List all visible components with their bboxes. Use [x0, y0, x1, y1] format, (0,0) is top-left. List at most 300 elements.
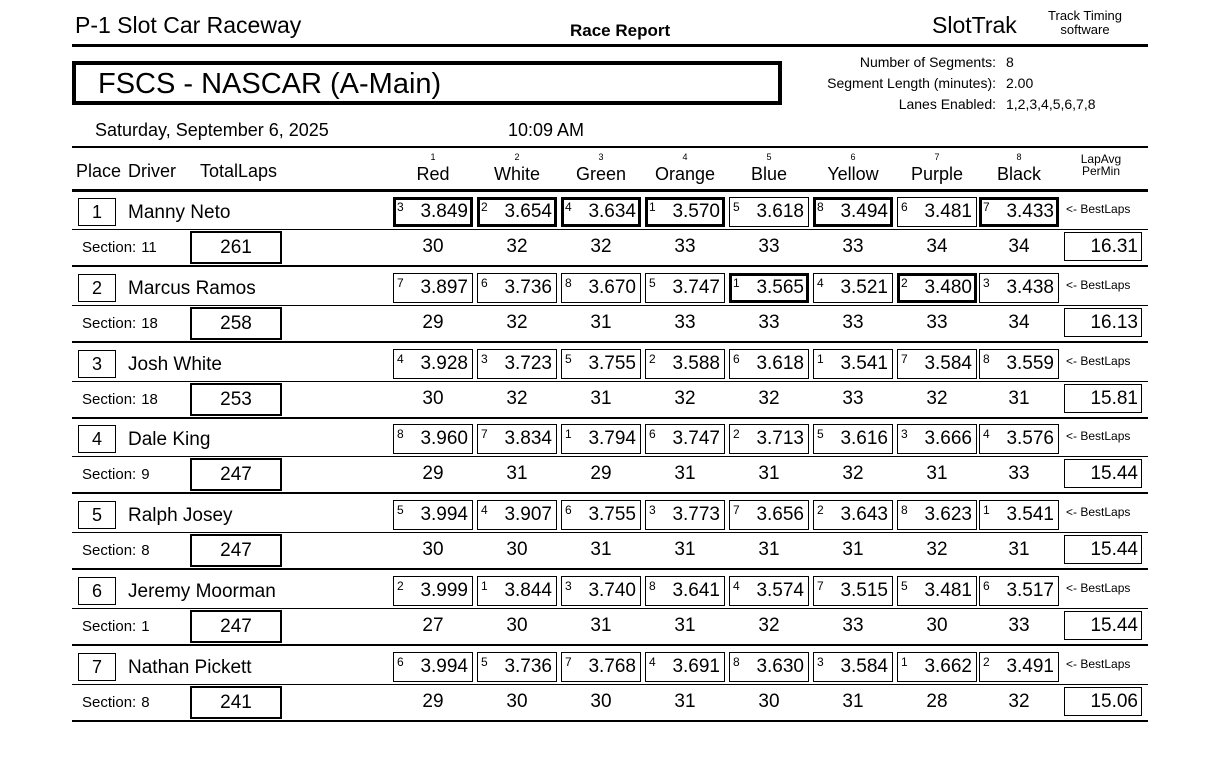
best-lap-cell: [729, 652, 809, 682]
best-lap-time: 3.747: [672, 276, 720, 298]
lane-lap-count: 29: [422, 690, 444, 712]
lane-name: Green: [575, 164, 627, 184]
lane-lap-count: 32: [758, 615, 780, 636]
best-lap-time: 3.541: [1006, 504, 1054, 526]
lane-lap-count: 31: [506, 463, 528, 485]
lane-lap-count: 33: [674, 311, 696, 333]
best-lap-cell: [645, 576, 725, 606]
place-badge: 6: [78, 577, 116, 605]
best-laps-label: <- BestLaps: [1066, 505, 1131, 520]
best-lap-cell: [813, 197, 893, 227]
lap-avg-value: 15.81: [1064, 384, 1142, 413]
lap-rank: 7: [565, 654, 572, 669]
best-lap-time: 3.755: [588, 504, 636, 526]
best-lap-cell: [645, 500, 725, 530]
lane-name: Purple: [910, 164, 964, 184]
lane-lap-count: 31: [590, 387, 612, 409]
lap-rank: 2: [983, 654, 990, 669]
lane-name: Yellow: [827, 164, 879, 184]
best-lap-cell: [813, 349, 893, 379]
best-lap-cell: [979, 424, 1059, 454]
lap-avg-value: 15.44: [1064, 459, 1142, 488]
best-lap-cell: [561, 652, 641, 682]
lane-lap-count: 34: [1008, 311, 1030, 333]
section-label: [82, 542, 150, 559]
row-divider-minor: [72, 456, 1148, 457]
section-prefix: Section:: [82, 693, 137, 711]
best-lap-cell: [477, 349, 557, 379]
lap-rank: 3: [817, 654, 824, 669]
lap-rank: 2: [733, 427, 740, 442]
best-lap-time: 3.616: [840, 428, 888, 450]
best-laps-label: <- BestLaps: [1066, 277, 1131, 292]
best-lap-cell: [477, 500, 557, 530]
lane-number: 2: [514, 152, 520, 162]
best-lap-cell: [645, 273, 725, 303]
best-lap-cell: [645, 424, 725, 454]
brand-subtitle-line-1: Track Timing: [1048, 8, 1122, 23]
best-lap-time: 3.623: [924, 504, 972, 526]
venue-name: P-1 Slot Car Raceway: [75, 12, 302, 38]
lap-rank: 8: [901, 503, 908, 518]
lane-lap-count: 30: [422, 387, 444, 409]
brand-subtitle: [1034, 9, 1136, 37]
row-divider: [72, 720, 1148, 722]
stat-label-lanes: Lanes Enabled:: [898, 96, 996, 112]
best-lap-time: 3.907: [504, 504, 552, 526]
best-lap-cell: [729, 349, 809, 379]
lane-lap-count: 31: [590, 311, 612, 333]
best-lap-cell: [477, 197, 557, 227]
best-lap-time: 3.656: [756, 504, 804, 526]
best-lap-cell: [477, 273, 557, 303]
lane-lap-count: 33: [842, 311, 864, 333]
report-title: Race Report: [570, 21, 671, 40]
section-prefix: Section:: [82, 390, 137, 408]
best-lap-time: 3.834: [504, 428, 552, 450]
lap-rank: 6: [481, 275, 488, 290]
lap-rank: 4: [817, 275, 824, 290]
best-lap-cell: [979, 576, 1059, 606]
row-divider: [72, 644, 1148, 646]
race-date: Saturday, September 6, 2025: [95, 120, 329, 140]
lane-lap-count: 33: [1008, 463, 1030, 485]
best-lap-cell: [813, 652, 893, 682]
column-header-lap-avg-line-2: PerMin: [1081, 164, 1120, 178]
row-divider-minor: [72, 305, 1148, 306]
row-divider-minor: [72, 381, 1148, 382]
driver-name: Nathan Pickett: [128, 656, 252, 678]
best-lap-cell: [897, 576, 977, 606]
best-lap-time: 3.630: [756, 655, 804, 677]
best-lap-cell: [729, 424, 809, 454]
best-lap-cell: [897, 652, 977, 682]
stat-value-segment-length: 2.00: [1006, 75, 1034, 91]
best-lap-time: 3.740: [588, 580, 636, 601]
lap-rank: 4: [397, 351, 404, 366]
best-lap-cell: [979, 197, 1059, 227]
best-lap-cell: [897, 197, 977, 227]
lap-rank: 4: [983, 427, 990, 442]
lap-rank: 5: [481, 654, 488, 669]
best-lap-time: 3.768: [588, 655, 636, 677]
best-lap-time: 3.849: [420, 201, 468, 222]
lap-rank: 2: [397, 579, 404, 593]
section-number: 11: [141, 239, 157, 256]
driver-name: Marcus Ramos: [128, 277, 256, 299]
lane-lap-count: 30: [926, 615, 948, 636]
row-divider-minor: [72, 532, 1148, 533]
lap-avg-value: 16.13: [1064, 308, 1142, 337]
total-laps: 241: [190, 686, 282, 719]
lap-avg-value: 15.44: [1064, 535, 1142, 564]
driver-name: Ralph Josey: [128, 505, 233, 527]
lap-rank: 7: [481, 427, 488, 442]
lane-lap-count: 33: [758, 236, 780, 257]
lane-lap-count: 33: [1008, 615, 1030, 636]
lane-name: Orange: [654, 164, 716, 184]
lap-rank: 3: [649, 503, 656, 518]
best-lap-time: 3.541: [840, 352, 888, 374]
lap-rank: 5: [817, 427, 824, 442]
best-lap-cell: [561, 424, 641, 454]
section-label: [82, 466, 150, 483]
best-lap-cell: [477, 652, 557, 682]
lane-lap-count: 34: [1008, 236, 1030, 257]
total-laps: 258: [190, 307, 282, 340]
best-lap-cell: [897, 273, 977, 303]
brand-subtitle-line-2: software: [1060, 22, 1110, 37]
best-laps-label: <- BestLaps: [1066, 202, 1131, 216]
section-prefix: Section:: [82, 466, 137, 484]
lane-lap-count: 32: [506, 236, 528, 257]
lane-lap-count: 30: [590, 690, 612, 712]
lap-rank: 3: [565, 579, 572, 593]
lap-rank: 5: [397, 503, 404, 518]
lap-rank: 6: [901, 200, 908, 214]
lane-number: 8: [1016, 152, 1022, 162]
best-lap-cell: [729, 500, 809, 530]
driver-name: Josh White: [128, 353, 222, 375]
lane-lap-count: 31: [674, 539, 696, 561]
best-lap-time: 3.723: [504, 352, 552, 374]
lane-lap-count: 33: [842, 615, 864, 636]
best-lap-time: 3.521: [840, 276, 888, 298]
best-lap-cell: [393, 652, 473, 682]
lap-rank: 7: [983, 200, 990, 214]
section-label: [82, 618, 150, 635]
lane-lap-count: 30: [506, 539, 528, 561]
stat-value-segments: 8: [1006, 54, 1014, 70]
best-lap-time: 3.928: [420, 352, 468, 374]
section-number: 1: [141, 618, 150, 635]
lane-lap-count: 31: [590, 539, 612, 561]
lap-rank: 2: [901, 275, 908, 290]
lane-name: Red: [416, 164, 450, 184]
column-header-lap-avg: [1066, 153, 1136, 177]
row-divider-minor: [72, 608, 1148, 609]
section-number: 8: [141, 542, 150, 560]
best-lap-time: 3.747: [672, 428, 720, 450]
lap-rank: 5: [565, 351, 572, 366]
lap-rank: 8: [649, 579, 656, 593]
best-lap-cell: [645, 652, 725, 682]
lane-lap-count: 31: [1008, 539, 1030, 561]
lane-lap-count: 31: [758, 539, 780, 561]
lane-lap-count: 31: [842, 690, 864, 712]
driver-name: Manny Neto: [128, 202, 231, 223]
driver-name: Dale King: [128, 429, 211, 451]
best-lap-time: 3.691: [672, 655, 720, 677]
best-lap-time: 3.666: [924, 428, 972, 450]
lap-rank: 7: [397, 275, 404, 290]
lane-lap-count: 33: [674, 236, 696, 257]
lap-rank: 1: [983, 503, 990, 518]
best-lap-time: 3.588: [672, 352, 720, 374]
best-lap-time: 3.641: [672, 580, 720, 601]
section-number: 9: [141, 466, 150, 484]
place-badge: 3: [78, 350, 116, 378]
lap-rank: 8: [983, 351, 990, 366]
column-header-place: Place: [76, 161, 122, 181]
section-label: [82, 315, 158, 332]
lap-avg-value: 16.31: [1064, 232, 1142, 261]
lane-lap-count: 32: [758, 387, 780, 409]
lane-lap-count: 29: [422, 311, 444, 333]
lane-number: 1: [430, 152, 436, 162]
lap-rank: 1: [481, 579, 488, 593]
row-divider: [72, 568, 1148, 570]
total-laps: 247: [190, 534, 282, 567]
best-lap-time: 3.584: [840, 655, 888, 677]
best-lap-cell: [979, 652, 1059, 682]
best-lap-time: 3.713: [756, 428, 804, 450]
lap-rank: 7: [901, 351, 908, 366]
best-lap-time: 3.481: [924, 580, 972, 601]
section-prefix: Section:: [82, 239, 137, 256]
lap-rank: 6: [733, 351, 740, 366]
lane-number: 5: [766, 152, 772, 162]
header-rule: [72, 44, 1148, 47]
best-lap-cell: [561, 349, 641, 379]
best-lap-time: 3.670: [588, 276, 636, 298]
best-lap-time: 3.662: [924, 655, 972, 677]
place-badge: 5: [78, 501, 116, 529]
best-lap-cell: [645, 349, 725, 379]
section-label: [82, 239, 157, 256]
row-divider: [72, 417, 1148, 419]
column-header-bottom-rule: [72, 189, 1148, 192]
row-divider: [72, 341, 1148, 343]
lap-rank: 5: [901, 579, 908, 593]
lane-number: 4: [682, 152, 688, 162]
lap-rank: 8: [565, 275, 572, 290]
lane-lap-count: 32: [1008, 690, 1030, 712]
best-lap-time: 3.736: [504, 655, 552, 677]
lap-rank: 1: [901, 654, 908, 669]
section-number: 18: [141, 390, 158, 408]
lane-name: Black: [996, 164, 1041, 184]
lane-lap-count: 32: [590, 236, 612, 257]
lane-lap-count: 32: [674, 387, 696, 409]
lap-rank: 3: [397, 200, 404, 214]
column-header-driver: Driver: [128, 161, 176, 181]
lane-lap-count: 32: [842, 463, 864, 485]
best-lap-cell: [729, 197, 809, 227]
lane-lap-count: 31: [590, 615, 612, 636]
lane-lap-count: 32: [506, 311, 528, 333]
best-lap-cell: [979, 349, 1059, 379]
best-laps-label: <- BestLaps: [1066, 581, 1131, 595]
lane-lap-count: 30: [422, 236, 444, 257]
lane-lap-count: 32: [926, 539, 948, 561]
best-lap-time: 3.491: [1006, 655, 1054, 677]
race-time: 10:09 AM: [508, 120, 585, 140]
stat-label-segments: Number of Segments:: [859, 54, 996, 70]
best-lap-time: 3.994: [420, 655, 468, 677]
best-lap-cell: [393, 197, 473, 227]
lap-rank: 5: [649, 275, 656, 290]
lane-lap-count: 31: [674, 463, 696, 485]
column-header-total-laps: TotalLaps: [200, 161, 278, 181]
best-lap-time: 3.618: [756, 201, 804, 222]
best-lap-cell: [729, 576, 809, 606]
best-lap-cell: [897, 349, 977, 379]
best-lap-time: 3.634: [588, 201, 636, 222]
lane-number: 7: [934, 152, 940, 162]
lane-lap-count: 30: [506, 615, 528, 636]
best-lap-time: 3.755: [588, 352, 636, 374]
lap-avg-value: 15.06: [1064, 687, 1142, 716]
lane-lap-count: 31: [1008, 387, 1030, 409]
row-divider-minor: [72, 229, 1148, 230]
best-lap-cell: [561, 273, 641, 303]
race-name: FSCS - NASCAR (A-Main): [98, 68, 442, 100]
best-lap-time: 3.565: [756, 276, 804, 298]
best-lap-cell: [393, 500, 473, 530]
best-laps-label: <- BestLaps: [1066, 429, 1131, 444]
place-badge: 4: [78, 425, 116, 453]
lane-name: Blue: [750, 164, 788, 184]
lap-rank: 1: [649, 200, 656, 214]
best-lap-time: 3.794: [588, 428, 636, 450]
lane-lap-count: 29: [422, 463, 444, 485]
section-number: 8: [141, 693, 150, 711]
lap-rank: 8: [733, 654, 740, 669]
best-lap-time: 3.994: [420, 504, 468, 526]
best-lap-cell: [393, 273, 473, 303]
lane-lap-count: 34: [926, 236, 948, 257]
lap-rank: 6: [397, 654, 404, 669]
lane-lap-count: 31: [842, 539, 864, 561]
best-lap-time: 3.897: [420, 276, 468, 298]
lap-avg-value: 15.44: [1064, 611, 1142, 640]
best-lap-cell: [813, 424, 893, 454]
lane-lap-count: 33: [926, 311, 948, 333]
best-lap-cell: [561, 197, 641, 227]
best-lap-cell: [813, 500, 893, 530]
best-lap-time: 3.654: [504, 201, 552, 222]
best-lap-cell: [561, 500, 641, 530]
lane-lap-count: 31: [926, 463, 948, 485]
lane-lap-count: 28: [926, 690, 948, 712]
lane-lap-count: 31: [758, 463, 780, 485]
place-badge: 7: [78, 653, 116, 681]
lap-rank: 6: [983, 579, 990, 593]
lane-lap-count: 33: [842, 236, 864, 257]
column-header-lap-avg-line-1: LapAvg: [1080, 152, 1122, 166]
section-label: [82, 391, 158, 408]
best-lap-cell: [477, 424, 557, 454]
best-lap-time: 3.773: [672, 504, 720, 526]
total-laps: 247: [190, 610, 282, 643]
lap-rank: 2: [817, 503, 824, 518]
lane-lap-count: 30: [506, 690, 528, 712]
best-lap-cell: [729, 273, 809, 303]
row-divider: [72, 492, 1148, 494]
best-lap-time: 3.515: [840, 580, 888, 601]
lap-rank: 3: [901, 427, 908, 442]
lane-lap-count: 30: [422, 539, 444, 561]
lap-rank: 7: [733, 503, 740, 518]
best-laps-label: <- BestLaps: [1066, 656, 1131, 671]
lane-lap-count: 30: [758, 690, 780, 712]
lap-rank: 2: [649, 351, 656, 366]
best-lap-time: 3.438: [1006, 276, 1054, 298]
total-laps: 261: [190, 231, 282, 264]
lap-rank: 1: [565, 427, 572, 442]
total-laps: 253: [190, 383, 282, 416]
best-lap-cell: [979, 273, 1059, 303]
total-laps: 247: [190, 458, 282, 491]
lane-lap-count: 33: [842, 387, 864, 409]
lap-rank: 8: [397, 427, 404, 442]
best-lap-cell: [561, 576, 641, 606]
lap-rank: 1: [733, 275, 740, 290]
section-prefix: Section:: [82, 314, 137, 332]
lap-rank: 8: [817, 200, 824, 214]
lap-rank: 4: [565, 200, 572, 214]
lane-lap-count: 31: [674, 615, 696, 636]
column-header-top-rule: [72, 146, 1148, 148]
best-lap-time: 3.574: [756, 580, 804, 601]
lane-lap-count: 27: [422, 615, 444, 636]
best-lap-time: 3.570: [672, 201, 720, 222]
lap-rank: 3: [983, 275, 990, 290]
best-lap-cell: [645, 197, 725, 227]
best-lap-cell: [477, 576, 557, 606]
best-lap-cell: [813, 576, 893, 606]
stat-value-lanes: 1,2,3,4,5,6,7,8: [1006, 96, 1096, 112]
section-prefix: Section:: [82, 618, 137, 635]
lane-lap-count: 29: [590, 463, 612, 485]
lane-lap-count: 32: [926, 387, 948, 409]
lap-rank: 6: [649, 427, 656, 442]
best-lap-time: 3.736: [504, 276, 552, 298]
section-label: [82, 694, 150, 711]
lap-rank: 1: [817, 351, 824, 366]
best-lap-time: 3.618: [756, 352, 804, 374]
lane-lap-count: 32: [506, 387, 528, 409]
best-lap-cell: [979, 500, 1059, 530]
lane-name: White: [493, 164, 540, 184]
best-lap-time: 3.999: [420, 580, 468, 601]
lap-rank: 2: [481, 200, 488, 214]
best-lap-cell: [897, 424, 977, 454]
lap-rank: 4: [481, 503, 488, 518]
driver-name: Jeremy Moorman: [128, 581, 276, 602]
lane-lap-count: 31: [674, 690, 696, 712]
